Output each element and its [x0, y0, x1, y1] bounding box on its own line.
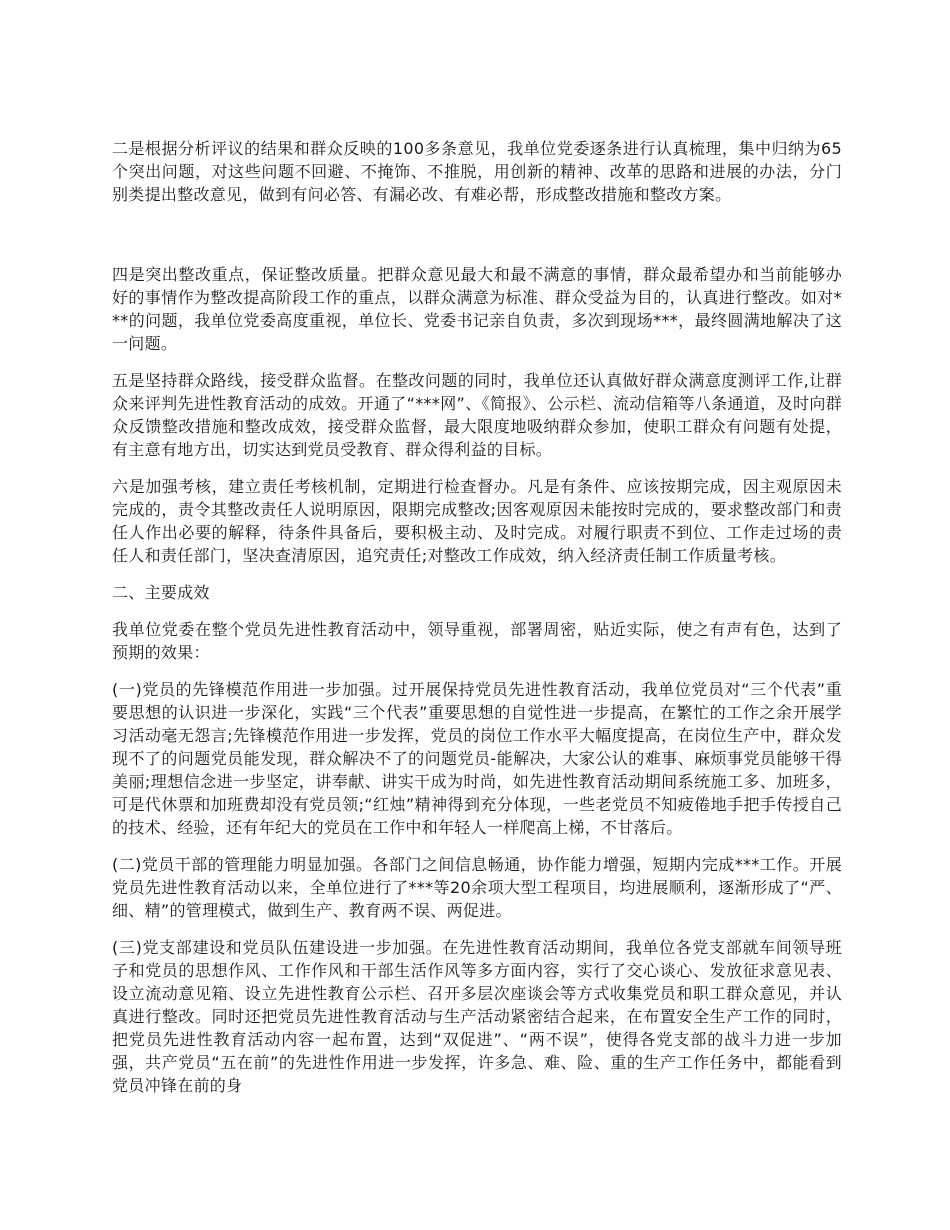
paragraph-mass-supervision: 五是坚持群众路线，接受群众监督。在整改问题的同时，我单位还认真做好群众满意度测评工作,让群众来评判先进性教育活动的成效。开通了“***网”、《简报》、公示栏、流动信箱等八条通道，及时向群众反馈整改措施和整改成效，接受群众监督，最大限度地吸纳群众参加，使职工群众有问题有处提，有主意有地方出，切实达到党员受教育、群众得利益的目标。	[112, 371, 842, 459]
paragraph-result-two: (二)党员干部的管理能力明显加强。各部门之间信息畅通，协作能力增强，短期内完成***工作。开展党员先进性教育活动以来，全单位进行了***等20余项大型工程项目，均进展顺利，逐渐形成了“严、细、精”的管理模式，做到生产、教育两不误、两促进。	[112, 855, 842, 920]
paragraph-assessment-mechanism: 六是加强考核，建立责任考核机制，定期进行检查督办。凡是有条件、应该按期完成，因主观原因未完成的，责令其整改责任人说明原因，限期完成整改;因客观原因未能按时完成的，要求整改部门和责任人作出必要的解释，待条件具备后，要积极主动、及时完成。对履行职责不到位、工作走过场的责任人和责任部门，坚决查清原因，追究责任;对整改工作成效，纳入经济责任制工作质量考核。	[112, 477, 842, 565]
paragraph-rectification-plan: 二是根据分析评议的结果和群众反映的100多条意见，我单位党委逐条进行认真梳理，集中归纳为65个突出问题，对这些问题不回避、不掩饰、不推脱，用创新的精神、改革的思路和进展的办法，分门别类提出整改意见，做到有问必答、有漏必改、有难必帮，形成整改措施和整改方案。	[112, 139, 842, 204]
paragraph-result-three: (三)党支部建设和党员队伍建设进一步加强。在先进性教育活动期间，我单位各党支部就车间领导班子和党员的思想作风、工作作风和干部生活作风等多方面内容，实行了交心谈心、发放征求意见表、设立流动意见箱、设立先进性教育公示栏、召开多层次座谈会等方式收集党员和职工群众意见，并认真进行整改。同时还把党员先进性教育活动与生产活动紧密结合起来，在布置安全生产工作的同时，把党员先进性教育活动内容一起布置，达到“双促进”、“两不误”，使得各党支部的战斗力进一步加强，共产党员“五在前”的先进性作用进一步发挥，许多急、难、险、重的生产工作任务中，都能看到党员冲锋在前的身	[112, 938, 842, 1095]
paragraph-results-intro: 我单位党委在整个党员先进性教育活动中，领导重视，部署周密，贴近实际，使之有声有色，达到了预期的效果：	[112, 620, 842, 662]
document-body	[112, 137, 842, 1111]
section-heading-main-results: 二、主要成效	[112, 583, 210, 602]
paragraph-result-one: (一)党员的先锋模范作用进一步加强。过开展保持党员先进性教育活动，我单位党员对“三个代表”重要思想的认识进一步深化，实践“三个代表”重要思想的自觉性进一步提高，在繁忙的工作之余开展学习活动毫无怨言;先锋模范作用进一步发挥，党员的岗位工作水平大幅度提高，在岗位生产中，群众发现不了的问题党员能发现，群众解决不了的问题党员-能解决，大家公认的难事、麻烦事党员能够干得美丽;理想信念进一步坚定，讲奉献、讲实干成为时尚，如先进性教育活动期间系统施工多、加班多，可是代休票和加班费却没有党员领;“红烛”精神得到充分体现，一些老党员不知疲倦地手把手传授自己的技术、经验，还有年纪大的党员在工作中和年轻人一样爬高上梯，不甘落后。	[112, 680, 842, 837]
paragraph-rectification-focus: 四是突出整改重点，保证整改质量。把群众意见最大和最不满意的事情，群众最希望办和当前能够办好的事情作为整改提高阶段工作的重点，以群众满意为标准、群众受益为目的，认真进行整改。如对***的问题，我单位党委高度重视，单位长、党委书记亲自负责，多次到现场***，最终圆满地解决了这一问题。	[112, 265, 842, 353]
